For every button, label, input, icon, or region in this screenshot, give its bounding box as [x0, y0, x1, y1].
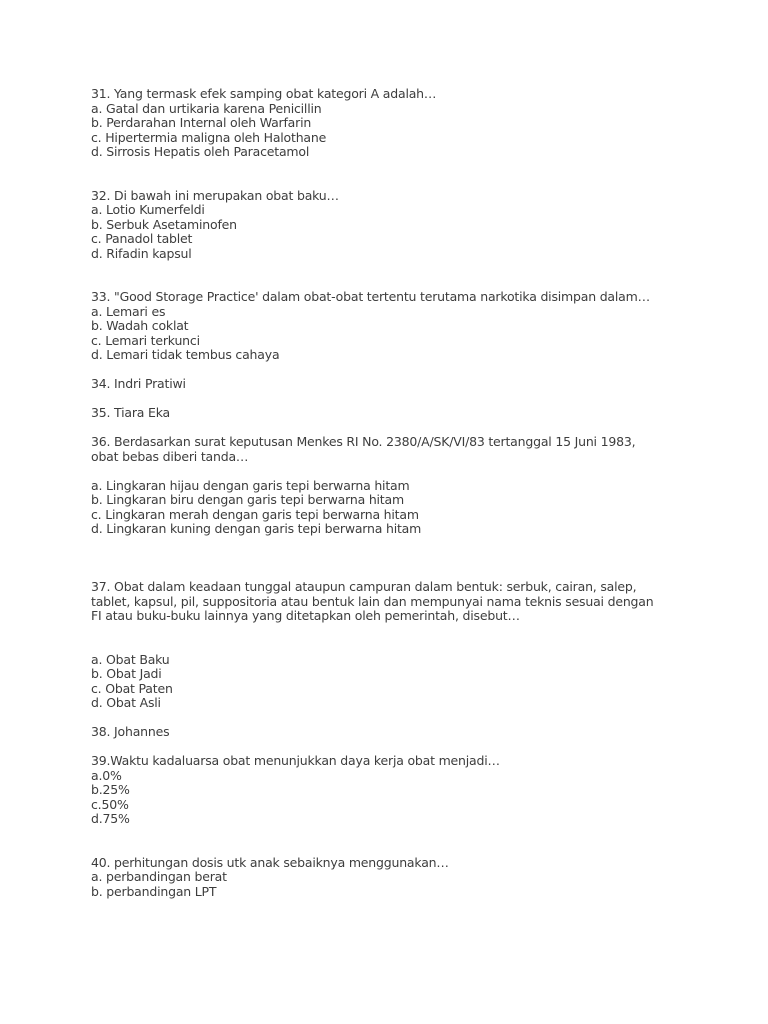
question-32-text: 32. Di bawah ini merupakan obat baku… — [91, 187, 339, 203]
blank-line — [91, 261, 740, 276]
question-37-option-c: c. Obat Paten — [91, 680, 173, 696]
question-35-text: 35. Tiara Eka — [91, 405, 170, 420]
blank-line — [91, 174, 740, 189]
blank-line — [91, 740, 740, 755]
question-32-option-d: d. Rifadin kapsul — [91, 245, 192, 261]
question-36-option-c: c. Lingkaran merah dengan garis tepi berwarna hitam — [91, 506, 419, 522]
blank-line — [91, 160, 740, 175]
blank-line — [91, 276, 740, 291]
question-32-option-c: c. Panadol tablet — [91, 231, 193, 246]
question-37-text-continuation: tablet, kapsul, pil, suppositoria atau bentuk lain dan mempunyai nama teknis sesuai dengan — [91, 593, 654, 609]
question-33-text: 33. "Good Storage Practice' dalam obat-obat tertentu terutama narkotika disimpan dalam… — [91, 289, 650, 304]
question-33-option-d: d. Lemari tidak tembus cahaya — [91, 347, 280, 362]
question-32-option-b: b. Serbuk Asetaminofen — [91, 216, 237, 232]
blank-line — [91, 841, 740, 856]
question-36-option-d: d. Lingkaran kuning dengan garis tepi berwarna hitam — [91, 521, 422, 536]
question-40-option-a: a. perbandingan berat — [91, 869, 227, 884]
blank-line — [91, 421, 740, 436]
question-31-text: 31. Yang termask efek samping obat kategori A adalah… — [91, 86, 437, 101]
question-31-option-c: c. Hipertermia maligna oleh Halothane — [91, 129, 327, 145]
question-31-option-b: b. Perdarahan Internal oleh Warfarin — [91, 115, 312, 130]
question-38-text: 38. Johannes — [91, 724, 170, 739]
question-33-option-b: b. Wadah coklat — [91, 318, 189, 333]
blank-line — [91, 711, 740, 726]
question-37-text: 37. Obat dalam keadaan tunggal ataupun campuran dalam bentuk: serbuk, cairan, salep, — [91, 579, 637, 594]
question-39-option-c: c.50% — [91, 796, 129, 812]
question-40-option-b: b. perbandingan LPT — [91, 883, 217, 899]
blank-line — [91, 363, 740, 378]
question-32-option-a: a. Lotio Kumerfeldi — [91, 202, 205, 217]
question-31-option-a: a. Gatal dan urtikaria karena Penicillin — [91, 100, 322, 116]
question-36-text-continuation: obat bebas diberi tanda… — [91, 448, 249, 464]
question-37-option-d: d. Obat Asli — [91, 695, 161, 710]
question-39-option-a: a.0% — [91, 767, 122, 783]
question-37-text-continuation: FI atau buku-buku lainnya yang ditetapkan oleh pemerintah, disebut… — [91, 608, 520, 623]
question-34-text: 34. Indri Pratiwi — [91, 376, 186, 391]
blank-line — [91, 392, 740, 407]
blank-line — [91, 537, 740, 552]
question-36-option-a: a. Lingkaran hijau dengan garis tepi berwarna hitam — [91, 477, 410, 493]
blank-line — [91, 827, 740, 842]
question-31-option-d: d. Sirrosis Hepatis oleh Paracetamol — [91, 144, 310, 159]
blank-line — [91, 464, 740, 479]
blank-line — [91, 638, 740, 653]
question-37-option-b: b. Obat Jadi — [91, 666, 162, 681]
question-39-option-d: d.75% — [91, 811, 130, 826]
question-39-text: 39.Waktu kadaluarsa obat menunjukkan daya kerja obat menjadi… — [91, 753, 500, 768]
question-36-option-b: b. Lingkaran biru dengan garis tepi berwarna hitam — [91, 492, 404, 507]
question-33-option-c: c. Lemari terkunci — [91, 332, 200, 348]
blank-line — [91, 566, 740, 581]
blank-line — [91, 624, 740, 639]
question-36-text: 36. Berdasarkan surat keputusan Menkes RI No. 2380/A/SK/VI/83 tertanggal 15 Juni 1983, — [91, 434, 636, 449]
blank-line — [91, 551, 740, 566]
question-33-option-a: a. Lemari es — [91, 303, 166, 319]
question-37-option-a: a. Obat Baku — [91, 651, 170, 667]
question-39-option-b: b.25% — [91, 782, 130, 797]
question-40-text: 40. perhitungan dosis utk anak sebaiknya menggunakan… — [91, 854, 449, 870]
